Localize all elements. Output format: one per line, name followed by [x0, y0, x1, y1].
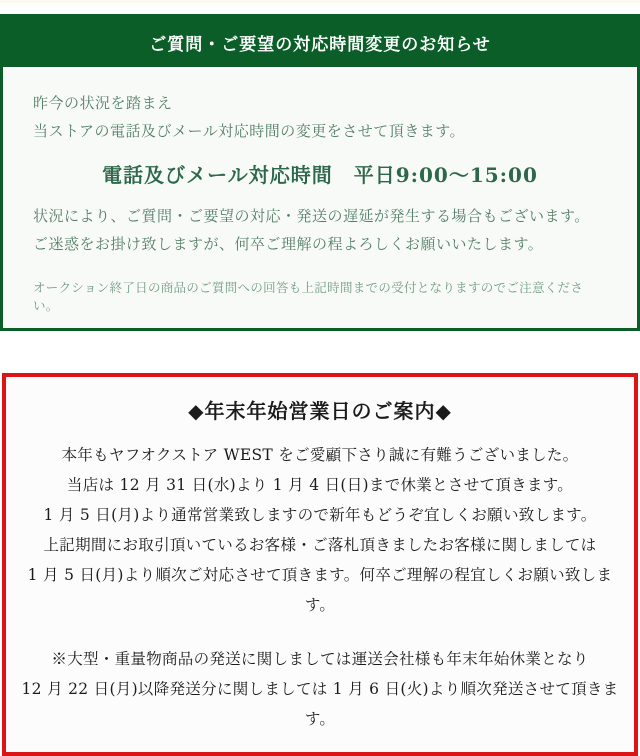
top-edge-strip	[0, 0, 640, 3]
notice-line-apology: ご迷惑をお掛け致しますが、何卒ご理解の程よろしくお願いいたします。	[33, 235, 544, 253]
response-hours-notice-box	[0, 14, 640, 331]
newyear-line-reopen: 1 月 5 日(月)より通常営業致しますので新年もどうぞ宜しくお願い致します。	[43, 506, 597, 524]
response-hours-notice-body	[3, 69, 637, 328]
newyear-line-customers: 上記期間にお取引頂いているお客様・ご落札頂きましたお客様に関しましては	[43, 536, 597, 554]
response-hours-notice-title: ご質問・ご要望の対応時間変更のお知らせ	[3, 17, 637, 69]
newyear-shipping-lines	[14, 644, 626, 734]
newyear-holiday-notice-box	[2, 373, 638, 756]
newyear-line-shipping-note: ※大型・重量物商品の発送に関しましては運送会社様も年末年始休業となり	[51, 650, 589, 668]
newyear-line-thanks: 本年もヤフオクストア WEST をご愛顧下さり誠に有難うございました。	[61, 446, 579, 464]
notice-line-delay: 状況により、ご質問・ご要望の対応・発送の遅延が発生する場合もございます。	[33, 207, 590, 225]
notice-hours-highlight: 電話及びメール対応時間 平日9:00～15:00	[102, 163, 538, 187]
newyear-main-lines	[14, 440, 626, 620]
newyear-line-closed-period: 当店は 12 月 31 日(水)より 1 月 4 日(日)まで休業とさせて頂きます。	[66, 476, 574, 494]
notice-line-change: 当ストアの電話及びメール対応時間の変更をさせて頂きます。	[33, 122, 466, 140]
newyear-line-response: 1 月 5 日(月)より順次ご対応させて頂きます。何卒ご理解の程宜しくお願い致します。	[27, 566, 613, 614]
newyear-line-shipping-dates: 12 月 22 日(月)以降発送分に関しましては 1 月 6 日(火)より順次発送させて頂きます。	[21, 680, 619, 728]
newyear-notice-title: ◆年末年始営業日のご案内◆	[188, 399, 452, 423]
notice-auction-note: オークション終了日の商品のご質問への回答も上記時間までの受付となりますのでご注意ください。	[33, 280, 584, 313]
notice-line-situation: 昨今の状況を踏まえ	[33, 94, 173, 112]
